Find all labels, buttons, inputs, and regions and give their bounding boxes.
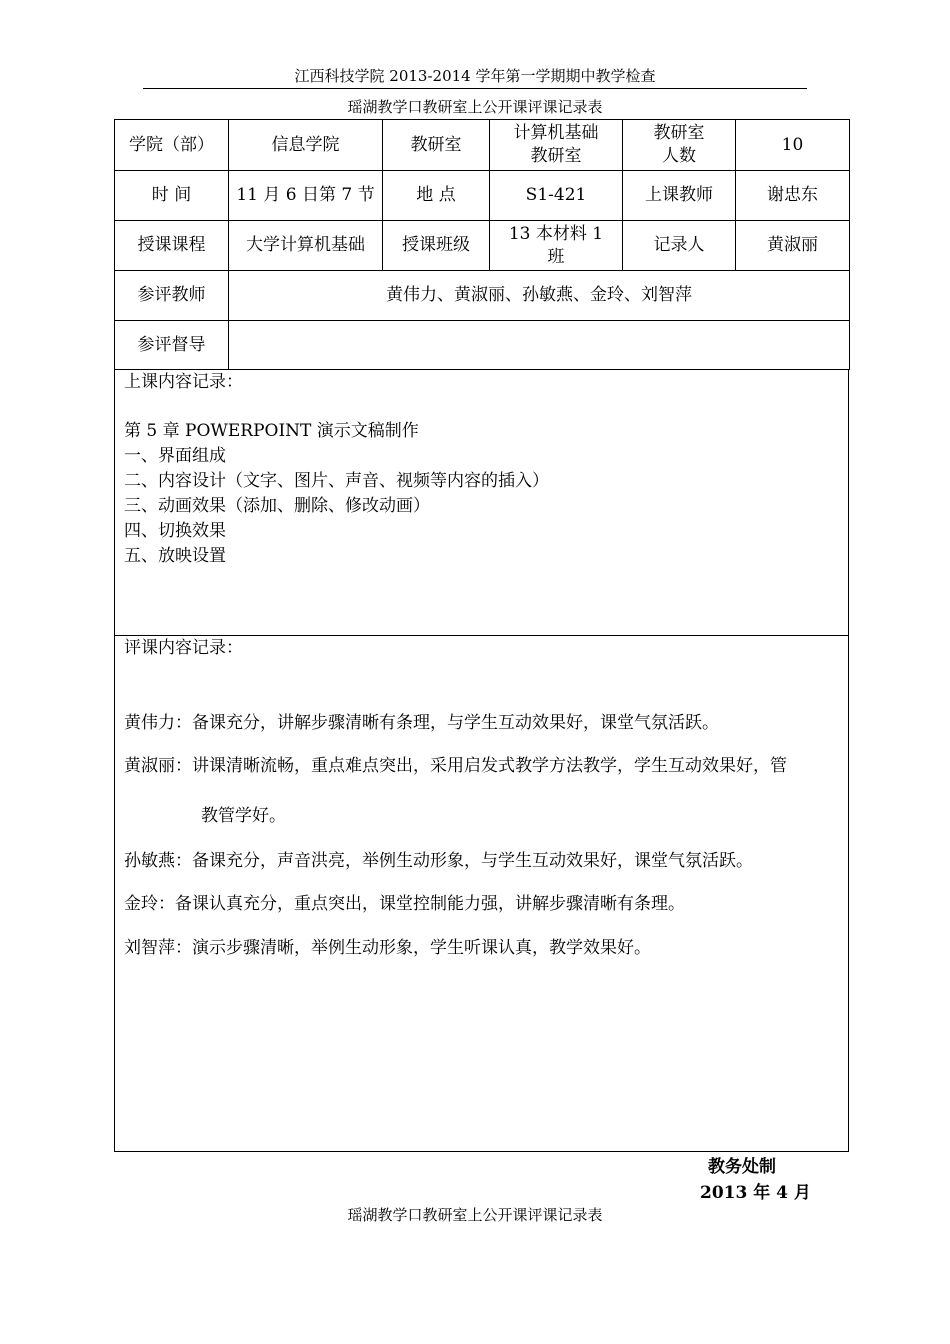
review-comment-continued: 教管学好。 [201,806,286,826]
review-comment: 刘智萍：演示步骤清晰，举例生动形象，学生听课认真，教学效果好。 [124,938,651,958]
form-subtitle: 瑶湖教学口教研室上公开课评课记录表 [347,98,603,116]
recorder-label: 记录人 [623,221,736,271]
info-table [114,119,850,370]
teacher-value: 谢忠东 [736,171,850,221]
review-comment: 金玲：备课认真充分，重点突出，课堂控制能力强，讲解步骤清晰有条理。 [124,894,685,914]
review-content-label: 评课内容记录： [124,638,243,658]
college-value: 信息学院 [229,120,383,171]
lesson-line: 四、切换效果 [124,521,226,541]
place-label: 地 点 [383,171,490,221]
college-label: 学院（部） [115,120,229,171]
lesson-line: 第 5 章 POWERPOINT 演示文稿制作 [124,421,419,441]
reviewers-label: 参评教师 [115,271,229,321]
issue-date: 2013 年 4 月 [700,1183,811,1203]
office-value: 计算机基础教研室 [490,120,623,171]
lesson-line: 二、内容设计（文字、图片、声音、视频等内容的插入） [124,471,549,491]
recorder-value: 黄淑丽 [736,221,850,271]
supervisor-value [229,321,850,370]
table-row [115,321,850,370]
table-row [115,221,850,271]
table-row [115,120,850,171]
course-label: 授课课程 [115,221,229,271]
course-value: 大学计算机基础 [229,221,383,271]
review-comment: 黄淑丽：讲课清晰流畅，重点难点突出，采用启发式教学方法教学，学生互动效果好，管 [124,756,787,776]
time-label: 时 间 [115,171,229,221]
class-label: 授课班级 [383,221,490,271]
lesson-line: 一、界面组成 [124,446,226,466]
lesson-line: 三、动画效果（添加、删除、修改动画） [124,496,430,516]
review-content-section [114,635,849,1152]
table-row [115,171,850,221]
lesson-content-label: 上课内容记录： [124,372,243,392]
count-label: 教研室人数 [623,120,736,171]
footer-title: 瑶湖教学口教研室上公开课评课记录表 [347,1206,603,1224]
count-value: 10 [736,120,850,171]
review-comment: 孙敏燕：备课充分，声音洪亮，举例生动形象，与学生互动效果好，课堂气氛活跃。 [124,851,753,871]
page-title: 江西科技学院 2013-2014 学年第一学期期中教学检查 [294,67,656,85]
teacher-label: 上课教师 [623,171,736,221]
place-value: S1-421 [490,171,623,221]
supervisor-label: 参评督导 [115,321,229,370]
review-comment: 黄伟力：备课充分，讲解步骤清晰有条理，与学生互动效果好，课堂气氛活跃。 [124,713,719,733]
office-label: 教研室 [383,120,490,171]
time-value: 11 月 6 日第 7 节 [229,171,383,221]
class-value: 13 本材料 1 班 [490,221,623,271]
issuer-label: 教务处制 [708,1157,776,1177]
reviewers-value: 黄伟力、黄淑丽、孙敏燕、金玲、刘智萍 [229,271,850,321]
lesson-content-section [114,369,849,636]
lesson-line: 五、放映设置 [124,546,226,566]
table-row [115,271,850,321]
title-underline [143,88,807,89]
